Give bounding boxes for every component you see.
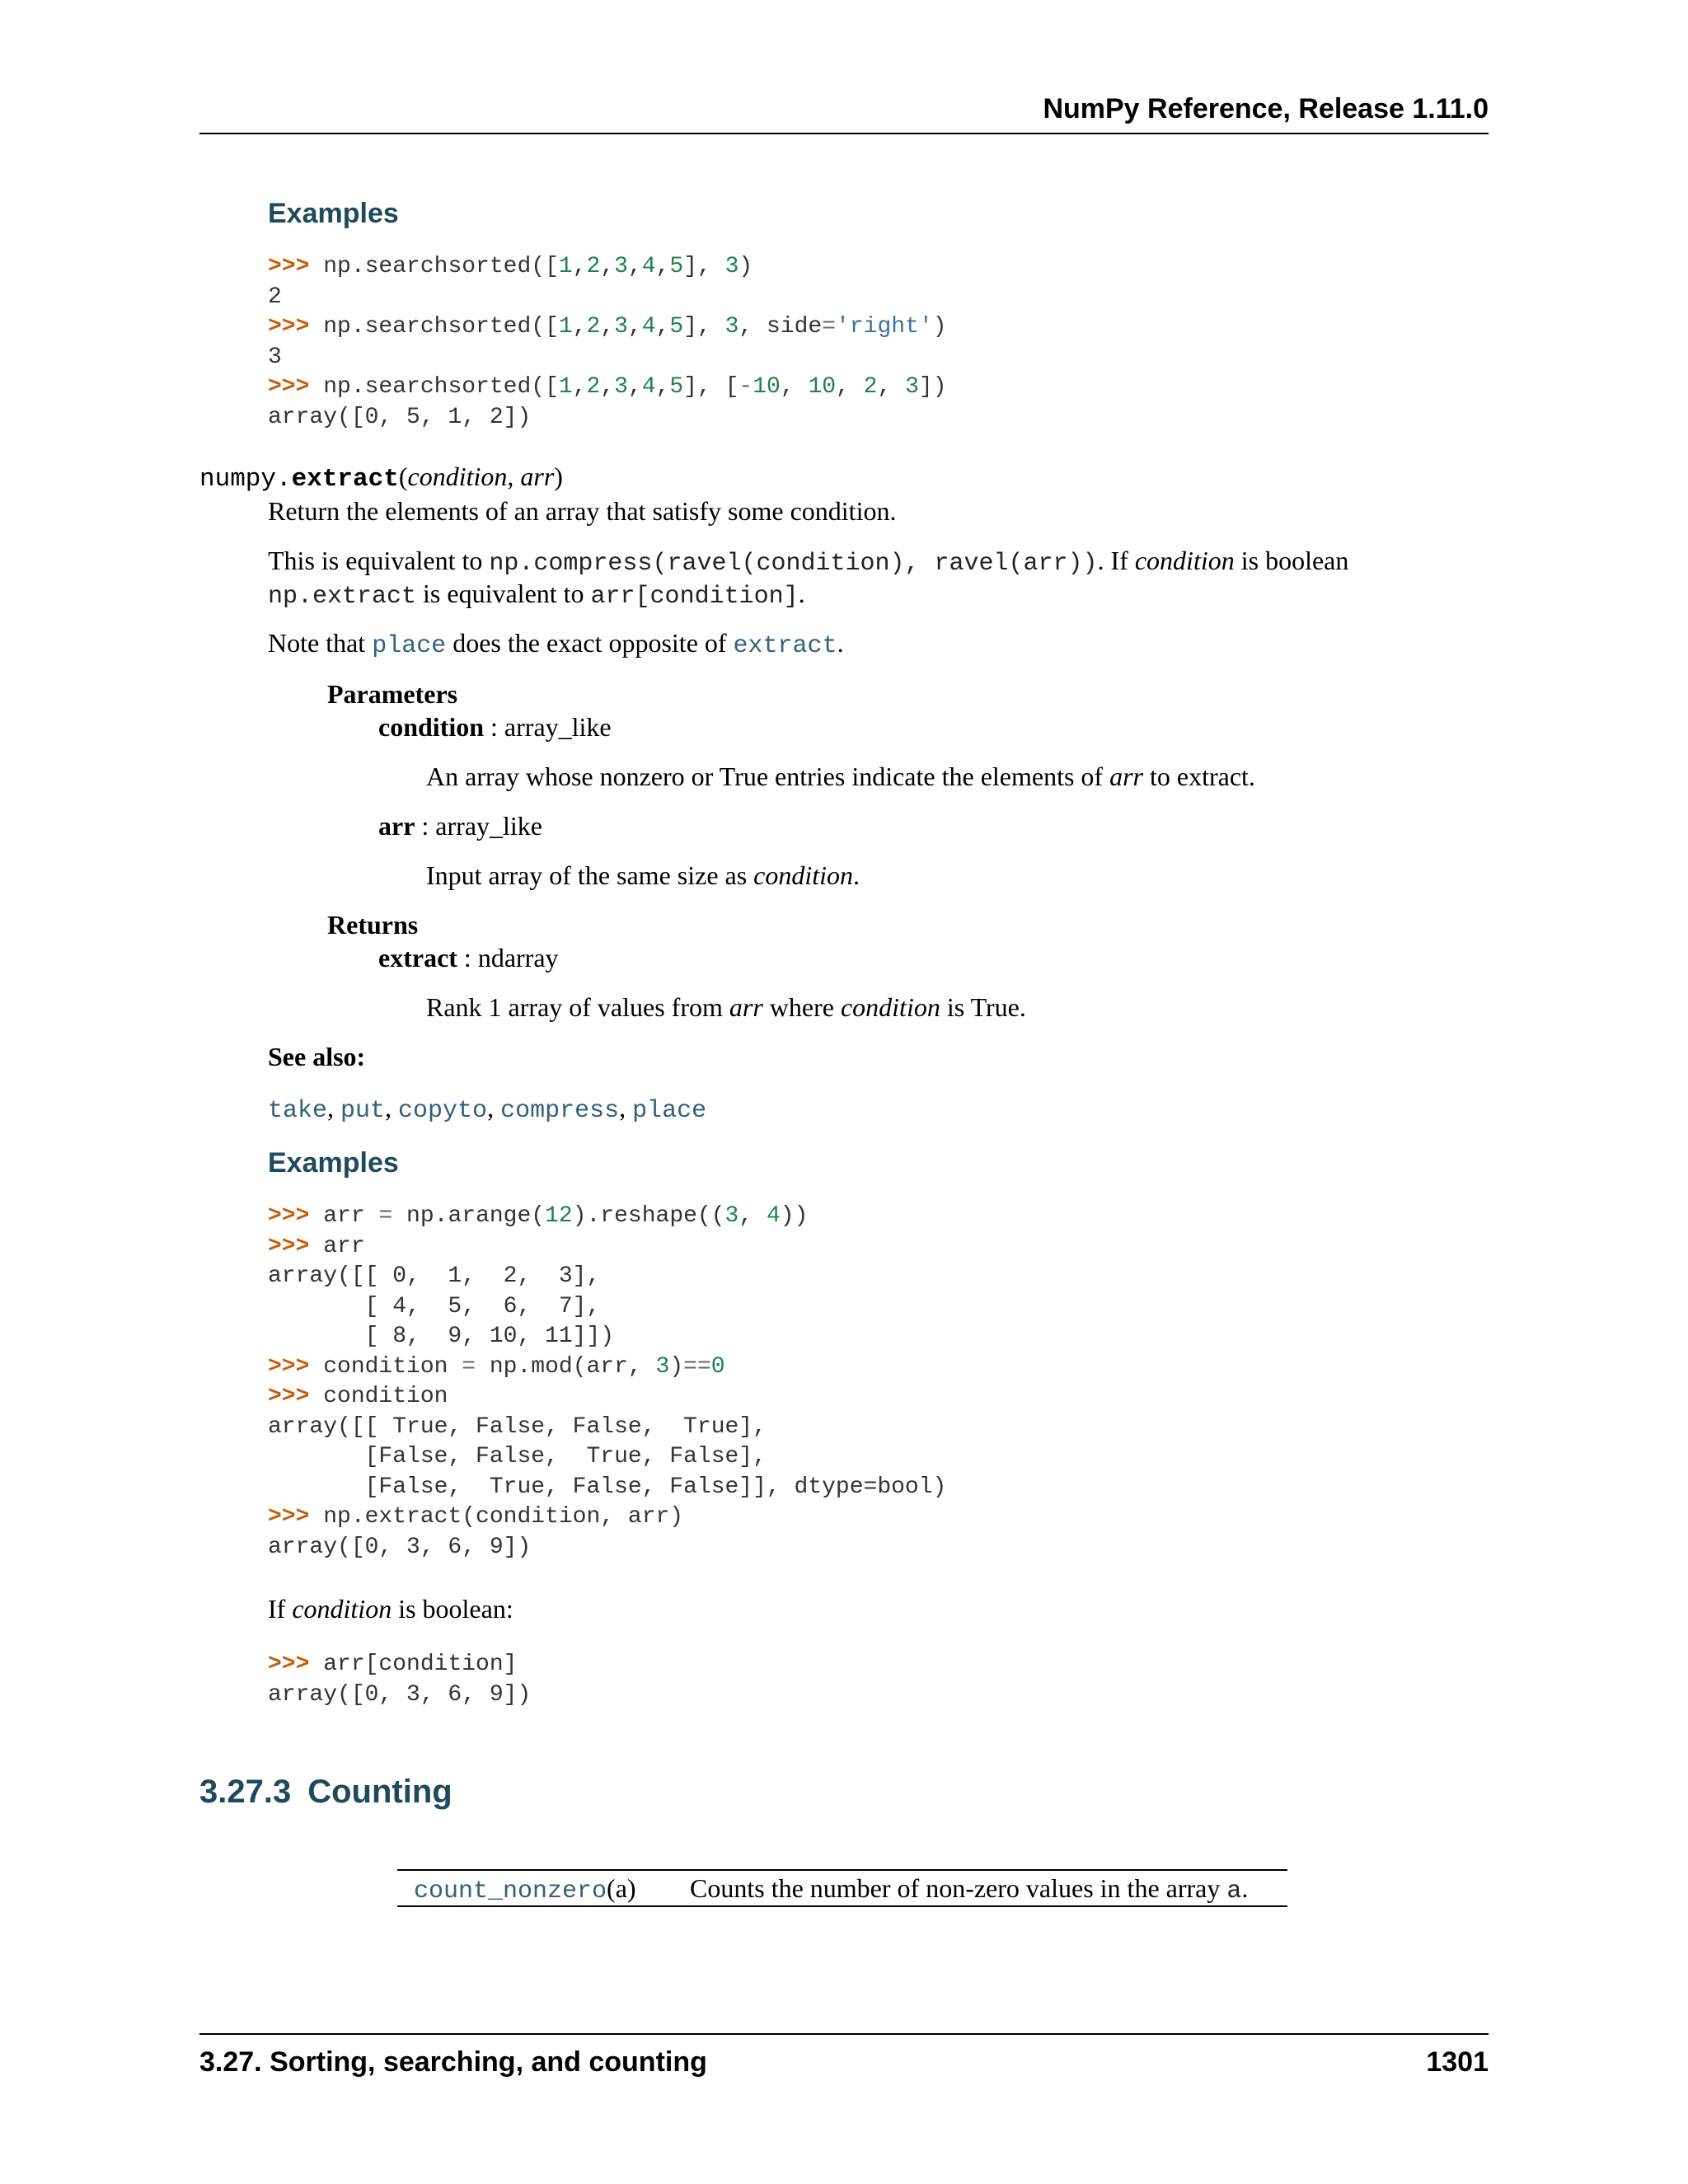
if-em: condition <box>292 1594 392 1624</box>
prompt-token: >>> <box>268 1504 310 1530</box>
summary-table-func-cell <box>414 1872 636 1908</box>
code-token: ], <box>683 314 725 340</box>
code-token: 1 <box>558 374 573 400</box>
code-line <box>268 1234 365 1259</box>
code-token: , <box>627 314 642 340</box>
return-entry <box>378 941 559 974</box>
code-token: 3 <box>905 374 919 400</box>
see-also-separator: , <box>619 1093 633 1122</box>
code-token: condition <box>309 1384 448 1409</box>
code-token: 2 <box>586 314 601 340</box>
code-line <box>268 405 531 430</box>
code-line <box>268 1414 767 1440</box>
link-place[interactable]: place <box>372 632 447 660</box>
code-token: = <box>822 314 837 340</box>
code-line <box>268 1682 531 1708</box>
equiv-end: . <box>798 579 805 608</box>
code-token: , <box>738 1203 767 1229</box>
code-token: np.searchsorted([ <box>309 374 559 400</box>
code-token: 2 <box>863 374 878 400</box>
code-token: , <box>780 374 809 400</box>
function-description: Return the elements of an array that satisfy some condition. <box>268 496 897 526</box>
code-token: , <box>836 374 864 400</box>
code-line <box>268 1535 531 1560</box>
code-token: ], <box>683 254 725 279</box>
code-token: , <box>655 374 670 400</box>
code-token: , <box>600 374 615 400</box>
code-token: ) <box>669 1353 684 1380</box>
code-line <box>268 254 753 279</box>
code-block-searchsorted <box>268 252 947 433</box>
page-number: 1301 <box>1426 2046 1489 2078</box>
if-boolean-line <box>268 1592 513 1625</box>
note-mid: does the exact opposite of <box>446 628 734 658</box>
code-token: , <box>572 314 587 340</box>
code-token: , side <box>738 314 823 340</box>
running-header <box>199 93 1489 134</box>
see-also-link-copyto[interactable]: copyto <box>398 1097 488 1125</box>
equiv-code-compress: np.compress(ravel(condition), ravel(arr)) <box>489 550 1098 578</box>
summary-table <box>397 1869 1287 1907</box>
prompt-token: >>> <box>268 314 310 340</box>
signature-open-paren: ( <box>398 462 408 491</box>
function-signature <box>199 462 563 494</box>
code-token: , <box>600 254 615 279</box>
code-token: [ 4, 5, 6, 7], <box>268 1293 601 1319</box>
code-line <box>268 1444 767 1469</box>
code-token: 10 <box>808 374 837 400</box>
code-token: np.arange( <box>392 1203 546 1229</box>
code-token: 0 <box>710 1353 725 1380</box>
code-token: [False, True, False, False]], dtype=bool) <box>268 1474 947 1500</box>
return-description <box>426 991 1026 1024</box>
code-token: = <box>462 1353 476 1380</box>
code-token: 3 <box>724 314 739 340</box>
code-token: 3 <box>614 254 628 279</box>
equiv-pre: This is equivalent to <box>268 546 490 575</box>
desc-pre: An array whose nonzero or True entries indicate the elements of <box>426 762 1110 791</box>
code-token: ) <box>738 254 753 279</box>
code-line <box>268 344 282 370</box>
desc-pre: Rank 1 array of values from <box>426 992 729 1022</box>
link-extract[interactable]: extract <box>733 632 837 660</box>
see-also-separator: , <box>487 1093 501 1122</box>
code-token: array([0, 5, 1, 2]) <box>268 404 532 430</box>
code-token: 'right' <box>836 314 933 340</box>
equiv-mid2: is equivalent to <box>416 579 591 608</box>
see-also-link-take[interactable]: take <box>268 1097 328 1125</box>
param-condition-type: : array_like <box>484 712 612 742</box>
code-token: ) <box>932 314 947 340</box>
code-token: 4 <box>641 314 656 340</box>
code-token: arr[condition] <box>309 1652 518 1677</box>
desc-em: arr <box>1109 762 1143 791</box>
section-heading <box>199 1774 452 1811</box>
return-type: : ndarray <box>457 943 559 972</box>
code-block-boolean-index <box>268 1650 531 1710</box>
code-token: 3 <box>655 1353 670 1380</box>
code-token: , <box>627 374 642 400</box>
code-token: ]) <box>918 374 947 400</box>
code-token: 3 <box>724 1203 739 1229</box>
section-title: Counting <box>307 1774 452 1810</box>
desc-post: is True. <box>940 992 1026 1022</box>
code-token: arr <box>309 1203 379 1229</box>
code-token: 12 <box>545 1203 573 1229</box>
param-condition-entry <box>378 710 612 743</box>
code-token: 2 <box>586 374 601 400</box>
code-token: 1 <box>558 254 573 279</box>
note-line <box>268 626 844 663</box>
code-line <box>268 1203 808 1229</box>
code-token: , <box>600 314 615 340</box>
prompt-token: >>> <box>268 1652 310 1677</box>
param-arr-description <box>426 859 860 892</box>
code-token: 10 <box>753 374 781 400</box>
examples-heading-2: Examples <box>268 1147 399 1179</box>
code-line <box>268 1354 725 1380</box>
function-name: extract <box>291 465 399 494</box>
see-also-link-place[interactable]: place <box>632 1097 707 1125</box>
prompt-token: >>> <box>268 1384 310 1409</box>
code-line <box>268 374 947 400</box>
code-line <box>268 1384 448 1409</box>
note-pre: Note that <box>268 628 373 658</box>
desc-mid: where <box>762 992 841 1022</box>
return-name: extract <box>378 943 457 972</box>
equiv-mid: . If <box>1097 546 1135 575</box>
code-token: , <box>572 374 587 400</box>
note-end: . <box>837 628 844 658</box>
code-token: 1 <box>558 314 573 340</box>
code-token: 5 <box>669 314 684 340</box>
code-token: array([0, 3, 6, 9]) <box>268 1534 532 1560</box>
summary-table-desc-cell <box>690 1872 1248 1908</box>
param-arr-type: : array_like <box>415 811 542 841</box>
section-number: 3.27.3 <box>199 1774 292 1810</box>
code-token: 3 <box>268 344 282 370</box>
code-line <box>268 1263 600 1289</box>
see-also-links <box>268 1091 706 1127</box>
code-token: 5 <box>669 254 684 279</box>
equiv-condition: condition <box>1134 546 1235 575</box>
equiv-code-extract: np.extract <box>268 583 417 611</box>
prompt-token: >>> <box>268 1203 310 1229</box>
code-token: np.mod(arr, <box>476 1353 656 1380</box>
if-pre: If <box>268 1594 293 1624</box>
desc-code: a <box>1226 1877 1242 1905</box>
parameters-heading: Parameters <box>327 679 458 709</box>
code-token: [False, False, True, False], <box>268 1444 767 1469</box>
code-token: , <box>627 254 642 279</box>
code-token: array([0, 3, 6, 9]) <box>268 1681 532 1708</box>
code-token: 3 <box>724 254 739 279</box>
code-token: 2 <box>268 284 282 310</box>
prompt-token: >>> <box>268 1353 310 1380</box>
link-count-nonzero[interactable]: count_nonzero <box>414 1877 607 1905</box>
param-arr-name: arr <box>378 811 415 841</box>
desc-pre: Input array of the same size as <box>426 860 754 890</box>
func-args: (a) <box>607 1873 636 1903</box>
code-line <box>268 284 282 310</box>
code-token: array([[ True, False, False, True], <box>268 1413 767 1440</box>
code-token: , <box>655 314 670 340</box>
code-line <box>268 1474 946 1500</box>
code-token: np.searchsorted([ <box>309 314 559 340</box>
code-token: arr <box>309 1233 365 1259</box>
desc-post: . <box>853 860 860 890</box>
code-token: , <box>572 254 587 279</box>
if-post: is boolean: <box>392 1594 513 1624</box>
code-token: 3 <box>614 314 628 340</box>
equivalence-line-2 <box>268 577 805 613</box>
desc-post: to extract. <box>1142 762 1255 791</box>
code-token: , <box>877 374 906 400</box>
code-token: 4 <box>641 374 656 400</box>
desc-em-arr: arr <box>729 992 763 1022</box>
code-line <box>268 1294 600 1319</box>
code-token: 2 <box>586 254 601 279</box>
code-token: ], [ <box>683 374 739 400</box>
signature-close-paren: ) <box>554 462 563 491</box>
code-token: array([[ 0, 1, 2, 3], <box>268 1263 601 1289</box>
desc-post: . <box>1241 1873 1249 1903</box>
equiv-post: is boolean <box>1234 546 1349 575</box>
code-token: ).reshape(( <box>572 1203 725 1229</box>
desc-em-condition: condition <box>840 992 940 1022</box>
code-token: np.searchsorted([ <box>309 254 559 279</box>
running-footer <box>199 2033 1489 2084</box>
module-name: numpy. <box>199 465 292 494</box>
code-line <box>268 1324 614 1349</box>
code-token: 4 <box>766 1203 781 1229</box>
code-token: 5 <box>669 374 684 400</box>
desc-em: condition <box>753 860 854 890</box>
code-line <box>268 314 947 340</box>
code-line <box>268 1504 683 1530</box>
prompt-token: >>> <box>268 254 310 279</box>
equiv-code-index: arr[condition] <box>590 583 799 611</box>
param-condition-description <box>426 760 1255 793</box>
code-token: 3 <box>614 374 628 400</box>
see-also-heading: See also: <box>268 1042 366 1071</box>
prompt-token: >>> <box>268 374 310 400</box>
code-token: 4 <box>641 254 656 279</box>
desc-pre: Counts the number of non-zero values in the array <box>690 1873 1227 1903</box>
code-token: [ 8, 9, 10, 11]]) <box>268 1324 615 1349</box>
param-condition: condition <box>407 462 508 491</box>
param-condition-name: condition <box>378 712 485 742</box>
code-token: = <box>378 1203 393 1229</box>
code-block-extract <box>268 1202 946 1563</box>
signature-separator: , <box>507 462 521 491</box>
see-also-separator: , <box>385 1093 399 1122</box>
prompt-token: >>> <box>268 1233 310 1259</box>
equivalence-line-1 <box>268 544 1348 580</box>
code-line <box>268 1652 517 1677</box>
footer-section: 3.27. Sorting, searching, and counting <box>199 2046 707 2078</box>
code-token: np.extract(condition, arr) <box>309 1504 684 1530</box>
returns-heading: Returns <box>327 910 419 940</box>
see-also-link-put[interactable]: put <box>340 1097 386 1125</box>
param-arr-entry <box>378 809 542 842</box>
param-arr: arr <box>520 462 555 491</box>
code-token: - <box>738 374 753 400</box>
document-title: NumPy Reference, Release 1.11.0 <box>1043 93 1489 124</box>
see-also-separator: , <box>327 1093 341 1122</box>
see-also-link-compress[interactable]: compress <box>500 1097 620 1125</box>
code-token: )) <box>780 1203 809 1229</box>
code-token: condition <box>309 1353 462 1380</box>
code-token: == <box>683 1353 711 1380</box>
examples-heading: Examples <box>268 198 399 229</box>
code-token: , <box>655 254 670 279</box>
